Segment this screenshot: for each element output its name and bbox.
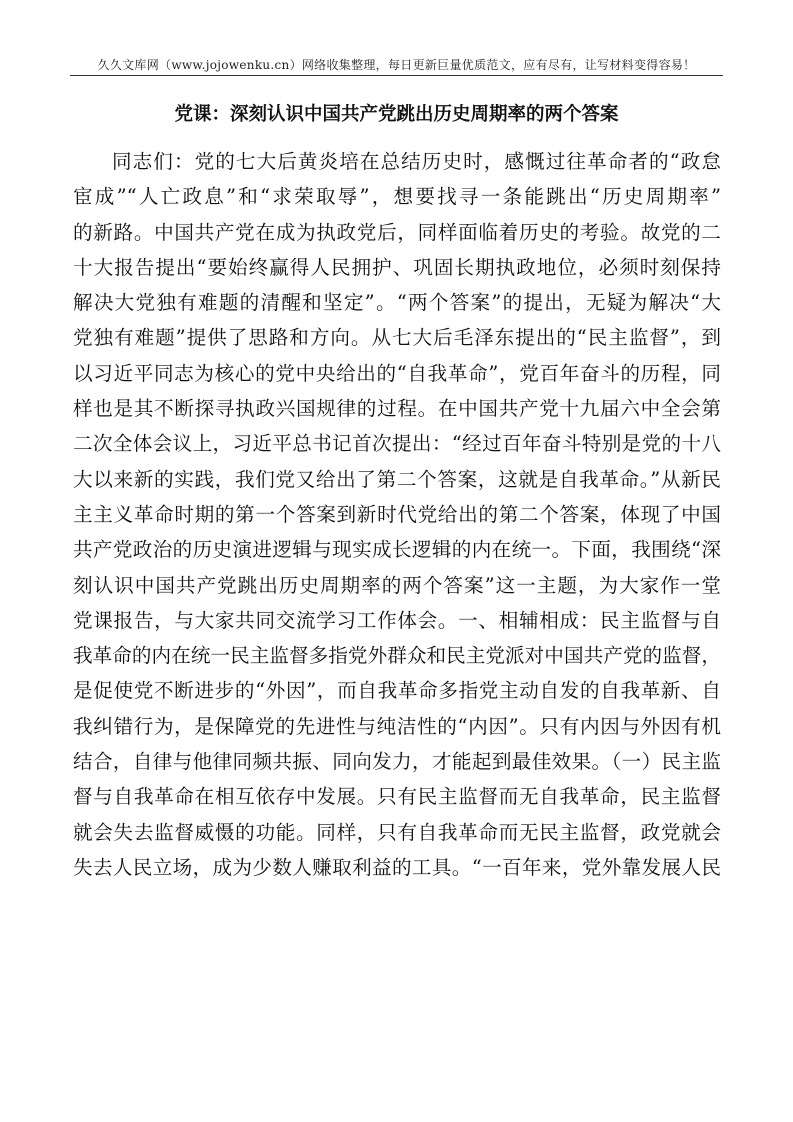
body-line: 同志们：党的七大后黄炎培在总结历史时，感慨过往革命者的“政怠 (112, 150, 721, 173)
body-line: 我革命的内在统一民主监督多指党外群众和民主党派对中国共产党的监督， (73, 644, 721, 668)
page-header: 久久文库网（www.jojowenku.cn）网络收集整理，每日更新巨量优质范文，应有尽有，让写材料变得容易！ (97, 58, 696, 72)
body-line: 就会失去监督威慑的功能。同样，只有自我革命而无民主监督，政党就会 (73, 820, 721, 844)
document-title: 党课：深刻认识中国共产党跳出历史周期率的两个答案 (174, 104, 619, 125)
body-line: 党独有难题”提供了思路和方向。从七大后毛泽东提出的“民主监督”，到 (73, 326, 721, 350)
body-line: 主主义革命时期的第一个答案到新时代党给出的第二个答案，体现了中国 (73, 502, 721, 526)
body-line: 失去人民立场，成为少数人赚取利益的工具。“一百年来，党外靠发展人民 (73, 855, 721, 879)
body-line: 以习近平同志为核心的党中央给出的“自我革命”，党百年奋斗的历程，同 (73, 361, 721, 385)
header-divider (70, 75, 723, 76)
body-line: 是促使党不断进步的“外因”，而自我革命多指党主动自发的自我革新、自 (73, 679, 721, 703)
body-line: 宦成”“人亡政息”和“求荣取辱”，想要找寻一条能跳出“历史周期率” (73, 185, 721, 209)
body-line: 的新路。中国共产党在成为执政党后，同样面临着历史的考验。故党的二 (73, 220, 721, 244)
body-line: 解决大党独有难题的清醒和坚定”。“两个答案”的提出，无疑为解决“大 (73, 291, 721, 315)
body-line: 我纠错行为，是保障党的先进性与纯洁性的“内因”。只有内因与外因有机 (73, 714, 721, 738)
body-line: 督与自我革命在相互依存中发展。只有民主监督而无自我革命，民主监督 (73, 785, 721, 809)
document-body (73, 144, 721, 885)
body-line: 十大报告提出“要始终赢得人民拥护、巩固长期执政地位，必须时刻保持 (73, 255, 721, 279)
body-line: 大以来新的实践，我们党又给出了第二个答案，这就是自我革命。”从新民 (73, 467, 721, 491)
body-line: 样也是其不断探寻执政兴国规律的过程。在中国共产党十九届六中全会第 (73, 397, 721, 421)
body-line: 党课报告，与大家共同交流学习工作体会。一、相辅相成：民主监督与自 (73, 608, 721, 632)
body-line: 共产党政治的历史演进逻辑与现实成长逻辑的内在统一。下面，我围绕“深 (73, 538, 721, 562)
body-line: 二次全体会议上，习近平总书记首次提出：“经过百年奋斗特别是党的十八 (73, 432, 721, 456)
body-line: 刻认识中国共产党跳出历史周期率的两个答案”这一主题，为大家作一堂 (73, 573, 721, 597)
body-line: 结合，自律与他律同频共振、同向发力，才能起到最佳效果。（一）民主监 (73, 750, 721, 774)
